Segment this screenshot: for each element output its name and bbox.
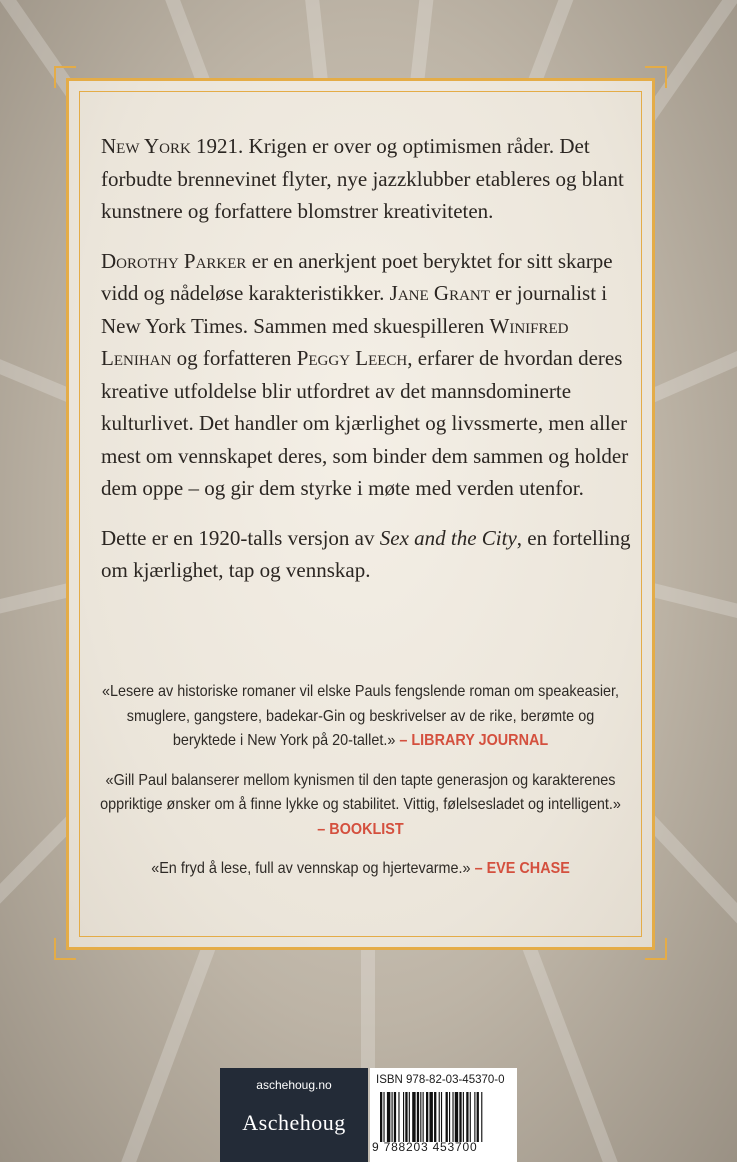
description-paragraph-1: New York 1921. Krigen er over og optimismen råder. Det forbudte brennevinet flyter, nye jazzklubber etableres og blant kunstnere og forfattere blomstrer kreativiteten. bbox=[101, 134, 624, 223]
review-quote-3: «En fryd å lese, full av vennskap og hjertevarme.» – EVE CHASE bbox=[151, 860, 570, 877]
review-source: – BOOKLIST bbox=[317, 820, 404, 838]
review-quote-2: «Gill Paul balanserer mellom kynismen til den tapte generasjon og karakterenes oppriktige ønsker om å finne lykke og stabilitet. Vittig, følelsesladet og intelligent.» – BOOKLIST bbox=[100, 771, 621, 838]
barcode-digits: 9 788203 453700 bbox=[372, 1140, 478, 1154]
barcode-box bbox=[370, 1068, 517, 1162]
publisher-logo bbox=[220, 1068, 368, 1162]
description-paragraph-2: Dorothy Parker er en anerkjent poet beryktet for sitt skarpe vidd og nådeløse karakteristikker. Jane Grant er journalist i New York Times. Sammen med skuespilleren Winifred Lenihan og forfatteren Peggy Leech, erfarer de hvordan deres kreative utfoldelse blir utfordret av det mannsdominerte kulturlivet. Det handler om kjærlighet og livssmerte, men aller mest om vennskapet deres, som binder dem sammen og holder dem oppe – og gir dem styrke i møte med verden utenfor. bbox=[101, 248, 629, 500]
review-source: – LIBRARY JOURNAL bbox=[395, 732, 549, 749]
isbn-number: ISBN 978-82-03-45370-0 bbox=[376, 1074, 505, 1086]
publisher-url: aschehoug.no bbox=[256, 1078, 332, 1092]
description-paragraph-3: Dette er en 1920-talls versjon av Sex and the City, en fortelling om kjærlighet, tap og vennskap. bbox=[101, 525, 631, 582]
review-source: – EVE CHASE bbox=[470, 860, 570, 877]
review-quote-1: «Lesere av historiske romaner vil elske Pauls fengslende roman om speakeasier, smuglere, gangstere, badekar-Gin og beskrivelser av de rike, berømte og beryktede i New York på 20-tallet.» – LIBRARY JOURNAL bbox=[101, 683, 620, 749]
publisher-name: Aschehoug bbox=[242, 1110, 346, 1135]
review-quotes bbox=[99, 680, 622, 897]
description bbox=[101, 130, 641, 604]
barcode-bars bbox=[380, 1092, 508, 1142]
